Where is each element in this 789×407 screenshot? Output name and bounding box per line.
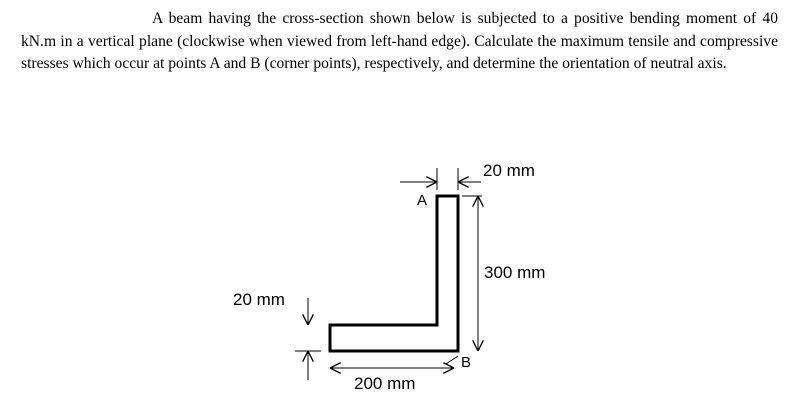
flange-thickness-dimension (233, 290, 321, 380)
flange-thickness-label: 20 mm (233, 290, 285, 309)
width-label: 200 mm (354, 374, 416, 393)
point-b-label: B (461, 354, 472, 371)
width-dimension (330, 368, 454, 393)
problem-statement: A beam having the cross-section shown below is subjected to a positive bending moment of 40 kN.m in a vertical plane (clockwise when viewed from left-hand edge). Calculate the maximum tensile and compressive stresses which occur at points A and B (corner points), respectively, and determine the orientation of neutral axis. (21, 10, 778, 72)
height-dimension (462, 196, 545, 351)
l-section-outline (330, 196, 458, 351)
point-a-label: A (417, 192, 428, 209)
web-thickness-label: 20 mm (483, 161, 535, 180)
height-label: 300 mm (484, 263, 546, 282)
web-thickness-dimension (400, 161, 535, 190)
